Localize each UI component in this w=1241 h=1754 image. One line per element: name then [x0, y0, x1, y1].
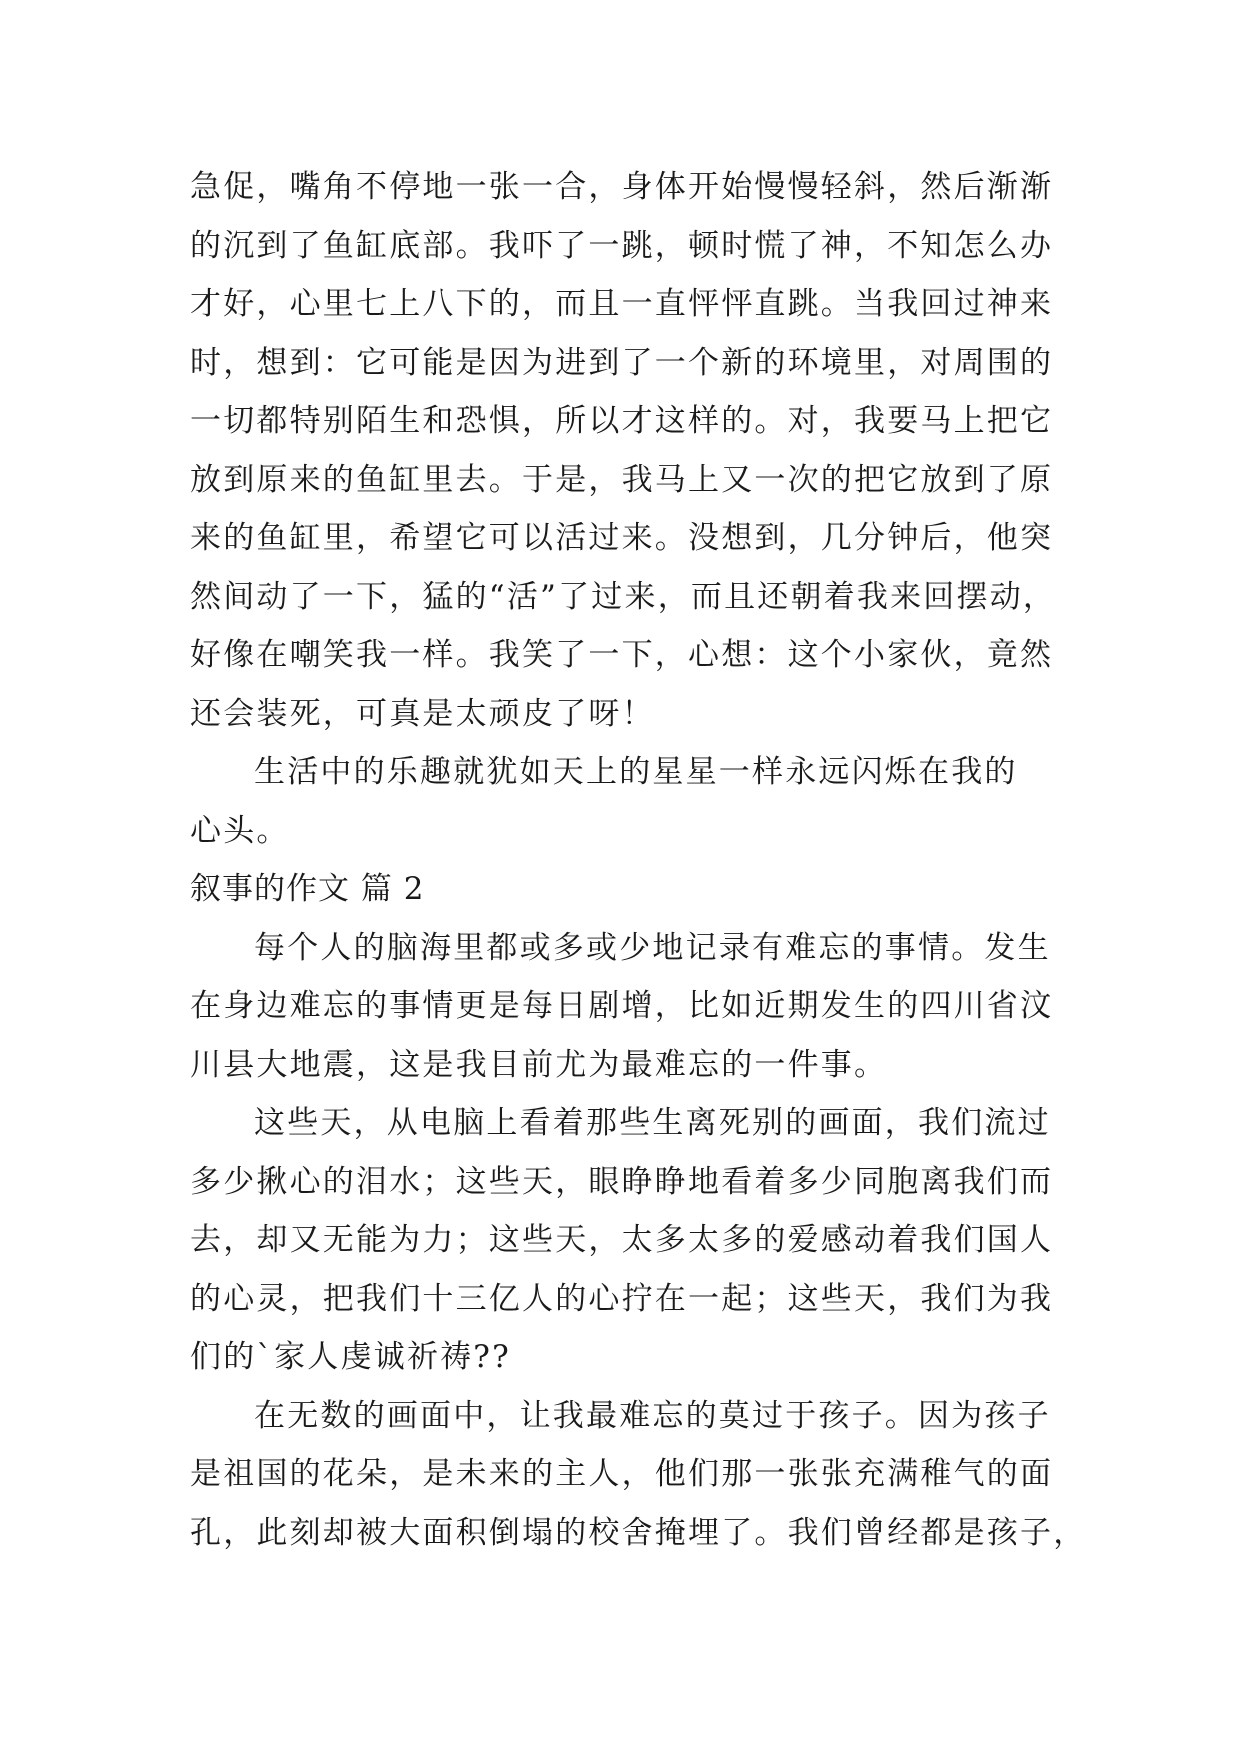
text-line: 放到原来的鱼缸里去。于是，我马上又一次的把它放到了原 [190, 461, 1054, 498]
text-line: 来的鱼缸里，希望它可以活过来。没想到，几分钟后，他突 [190, 520, 1054, 556]
text-line: 一切都特别陌生和恐惧，所以才这样的。对，我要马上把它 [190, 403, 1054, 439]
text-line: 心头。 [190, 812, 290, 849]
text-line: 的沉到了鱼缸底部。我吓了一跳，顿时慌了神，不知怎么办 [190, 227, 1054, 264]
text-line: 好像在嘲笑我一样。我笑了一下，心想：这个小家伙，竟然 [190, 637, 1054, 673]
section-heading: 叙事的作文 篇 2 [190, 871, 425, 907]
text-line: 的心灵，把我们十三亿人的心拧在一起；这些天，我们为我 [190, 1280, 1054, 1317]
text-line: 还会装死，可真是太顽皮了呀！ [190, 695, 655, 732]
document-body [190, 158, 1087, 1562]
text-line: 们的`家人虔诚祈祷?? [190, 1339, 511, 1375]
text-line: 这些天，从电脑上看着那些生离死别的画面，我们流过 [254, 1105, 1051, 1141]
text-line: 急促，嘴角不停地一张一合，身体开始慢慢轻斜，然后渐渐 [190, 169, 1054, 205]
text-line: 在无数的画面中，让我最难忘的莫过于孩子。因为孩子 [254, 1397, 1051, 1434]
text-line: 然间动了一下，猛的“活”了过来，而且还朝着我来回摆动， [190, 578, 1057, 615]
text-line: 孔，此刻却被大面积倒塌的校舍掩埋了。我们曾经都是孩子， [190, 1514, 1087, 1551]
text-line: 生活中的乐趣就犹如天上的星星一样永远闪烁在我的 [254, 754, 1018, 790]
text-line: 多少揪心的泪水；这些天，眼睁睁地看着多少同胞离我们而 [190, 1163, 1054, 1200]
text-line: 在身边难忘的事情更是每日剧增，比如近期发生的四川省汶 [190, 988, 1054, 1024]
text-line: 时，想到：它可能是因为进到了一个新的环境里，对周围的 [190, 344, 1054, 381]
text-line: 每个人的脑海里都或多或少地记录有难忘的事情。发生 [254, 929, 1051, 966]
text-line: 才好，心里七上八下的，而且一直怦怦直跳。当我回过神来 [190, 286, 1054, 322]
text-line: 川县大地震，这是我目前尤为最难忘的一件事。 [190, 1046, 888, 1083]
text-line: 去，却又无能为力；这些天，太多太多的爱感动着我们国人 [190, 1222, 1054, 1258]
text-line: 是祖国的花朵，是未来的主人，他们那一张张充满稚气的面 [190, 1456, 1054, 1492]
